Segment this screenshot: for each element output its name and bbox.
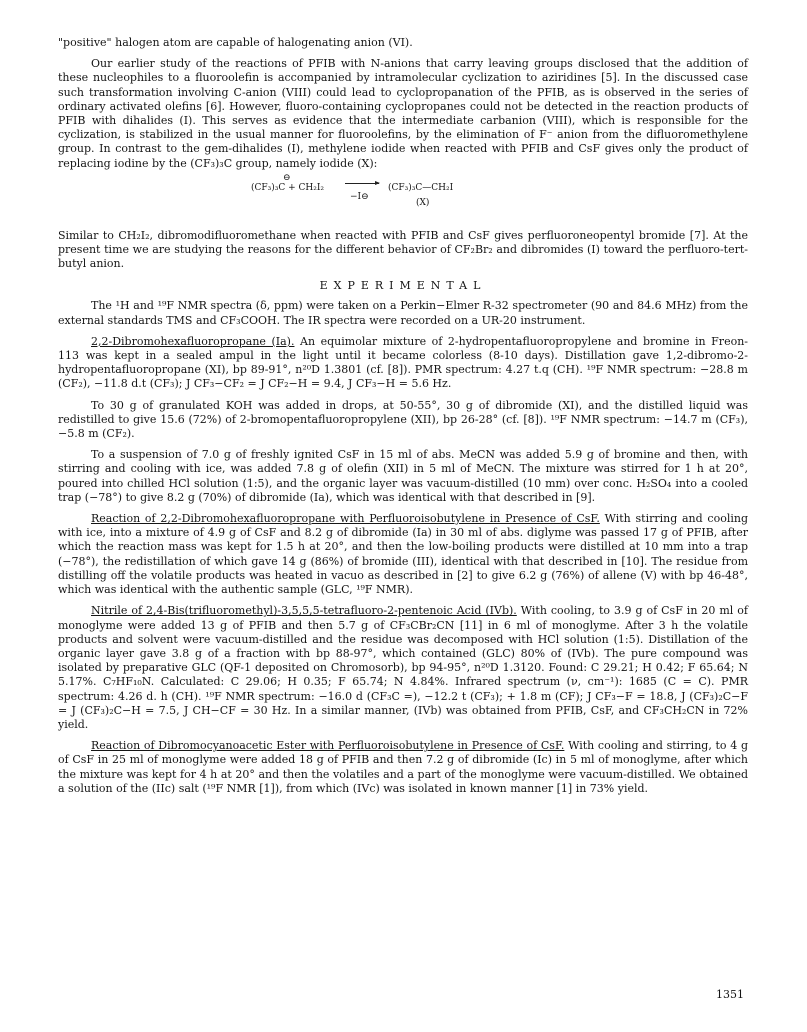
paragraph-reaction-pfib (58, 512, 748, 597)
page-number: 1351 (716, 988, 744, 1001)
section-title-reaction: Reaction of 2,2-Dibromohexafluoropropane with Perfluoroisobutylene in Presence of CsF. (91, 512, 600, 526)
paragraph-nmr: The ¹H and ¹⁹F NMR spectra (δ, ppm) were taken on a Perkin−Elmer R-32 spectrometer (90 and 84.6 MHz) from the external standards TMS and CF₃COOH. The IR spectra were recorded on a UR-20 instrument. (58, 299, 748, 327)
arrow-icon (345, 183, 379, 184)
scheme-product: (CF₃)₃C—CH₂I (388, 182, 454, 193)
scheme-charge: ⊖ (283, 172, 291, 183)
section-title-ia: 2,2-Dibromohexafluoropropane (Ia). (91, 334, 295, 348)
scheme-reactant: (CF₃)₃C + CH₂I₂ (251, 182, 325, 193)
scheme-condition: −I⊖ (350, 191, 369, 202)
paragraph-similar: Similar to CH₂I₂, dibromodifluoromethane when reacted with PFIB and CsF gives perfluoroneopentyl bromide [7]. At the present time we are studying the reasons for the different behavior of CF₂Br₂ and dibromides (I) toward the perfluoro-tert-butyl anion. (58, 228, 748, 271)
page-body (58, 36, 748, 796)
paragraph-ester (58, 739, 748, 796)
section-title-nitrile: Nitrile of 2,4-Bis(trifluoromethyl)-3,5,5,5-tetrafluoro-2-pentenoic Acid (IVb). (91, 604, 517, 618)
section-title-ester: Reaction of Dibromocyanoacetic Ester with Perfluoroisobutylene in Presence of CsF. (91, 739, 565, 753)
section-heading: EXPERIMENTAL (319, 279, 487, 293)
paragraph-csf: To a suspension of 7.0 g of freshly ignited CsF in 15 ml of abs. MeCN was added 5.9 g of bromine and then, with stirring and cooling with ice, was added 7.8 g of olefin (XII) in 5 ml of MeCN. The mixture was stirred for 1 h at 20°, poured into chilled HCl solution (1:5), and the organic layer was vacuum-distilled (10 mm) over conc. H₂SO₄ into a cooled trap (−78°) to give 8.2 g (70%) of dibromide (Ia), which was identical with that described in [9]. (58, 448, 748, 504)
section-body-nitrile: With cooling, to 3.9 g of CsF in 20 ml of monoglyme were added 13 g of PFIB and then 5.7 g of CF₃CBr₂CN [11] in 6 ml of monoglyme. After 3 h the volatile products and solvent were vacuum-distilled and the residue was decomposed with HCl solution (1:5). Distillation of the organic layer gave 3.8 g of a fraction with bp 88-97°, which contained (GLC) 80% of (IVb). The pure compound was isolated by preparative GLC (QF-1 deposited on Chromosorb), bp 94-95°, n²⁰D 1.3120. Found: C 29.21; H 0.42; F 65.64; N 5.17%. C₇HF₁₀N. Calculated: C 29.06; H 0.35; F 65.74; N 4.84%. Infrared spectrum (ν, cm⁻¹): 1685 (C = C). PMR spectrum: 4.26 d. h (CH). ¹⁹F NMR spectrum: −16.0 d (CF₃C =), −12.2 t (CF₃); + 1.8 m (CF); J CF₃−F = 18.8, J (CF₃)₂C−F = J (CF₃)₂C−H = 7.5, J CH−CF = 30 Hz. In a similar manner, (IVb) was obtained from PFIB, CsF, and CF₃CH₂CN in 72% yield. (58, 604, 748, 731)
reaction-scheme (58, 173, 748, 217)
paragraph-koh: To 30 g of granulated KOH was added in drops, at 50-55°, 30 g of dibromide (XI), and the distilled liquid was redistilled to give 15.6 (72%) of 2-bromopentafluoropropylene (XII), bp 26-28° (cf. [8]). ¹⁹F NMR spectrum: −14.7 m (CF₃), −5.8 m (CF₂). (58, 398, 748, 441)
section-body-reaction: With stirring and cooling with ice, into a mixture of 4.9 g of CsF and 8.2 g of dibromide (Ia) in 30 ml of abs. diglyme was passed 17 g of PFIB, after which the reaction mass was kept for 1.5 h at 20°, and then the low-boiling products were distilled at 10 mm into a trap (−78°), the redistillation of which gave 14 g (86%) of bromide (III), identical with that described in [10]. The residue from distilling off the volatile products was heated in vacuo as described in [2] to give 6.2 g (76%) of allene (V) with bp 46-48°, which was identical with the authentic sample (GLC, ¹⁹F NMR). (58, 512, 748, 597)
paragraph-earlier-study: Our earlier study of the reactions of PFIB with N-anions that carry leaving groups disclosed that the addition of these nucleophiles to a fluoroolefin is accompanied by intramolecular cyclization to aziridines [5]. In the discussed case such transformation involving C-anion (VIII) could lead to cyclopropanation of the PFIB, as is observed in the series of ordinary activated olefins [6]. However, fluoro-containing cyclopropanes could not be detected in the reaction products of PFIB with dihalides (I). This serves as evidence that the intermediate carbanion (VIII), which is responsible for the cyclization, is stabilized in the usual manner for fluoroolefins, by the elimination of F⁻ anion from the difluoromethylene group. In contrast to the gem-dihalides (I), methylene iodide when reacted with PFIB and CsF gives only the product of replacing iodine by the (CF₃)₃C group, namely iodide (X): (58, 57, 748, 170)
scheme-label: (X) (416, 197, 430, 208)
paragraph-dibromohexafluoropropane (58, 335, 748, 392)
section-body-ester: With cooling and stirring, to 4 g of CsF in 25 ml of monoglyme were added 18 g of PFIB and then 7.2 g of dibromide (Ic) in 5 ml of monoglyme, after which the mixture was kept for 4 h at 20° and then the volatiles and a part of the monoglyme were vacuum-distilled. We obtained a solution of the (IIc) salt (¹⁹F NMR [1]), from which (IVc) was isolated in known manner [1] in 73% yield. (58, 739, 748, 795)
section-body-ia: An equimolar mixture of 2-hydropentafluoropropylene and bromine in Freon-113 was kept in a sealed ampul in the light until it became colorless (8-10 days). Distillation gave 1,2-dibromo-2-hydropentafluoropropane (XI), bp 89-91°, n²⁰D 1.3801 (cf. [8]). PMR spectrum: 4.27 t.q (CH). ¹⁹F NMR spectrum: −28.8 m (CF₂), −11.8 d.t (CF₃); J CF₃−CF₂ = J CF₂−H = 9.4, J CF₃−H = 5.6 Hz. (58, 334, 748, 391)
intro-line: "positive" halogen atom are capable of halogenating anion (VI). (58, 36, 413, 49)
paragraph-nitrile (58, 604, 748, 732)
